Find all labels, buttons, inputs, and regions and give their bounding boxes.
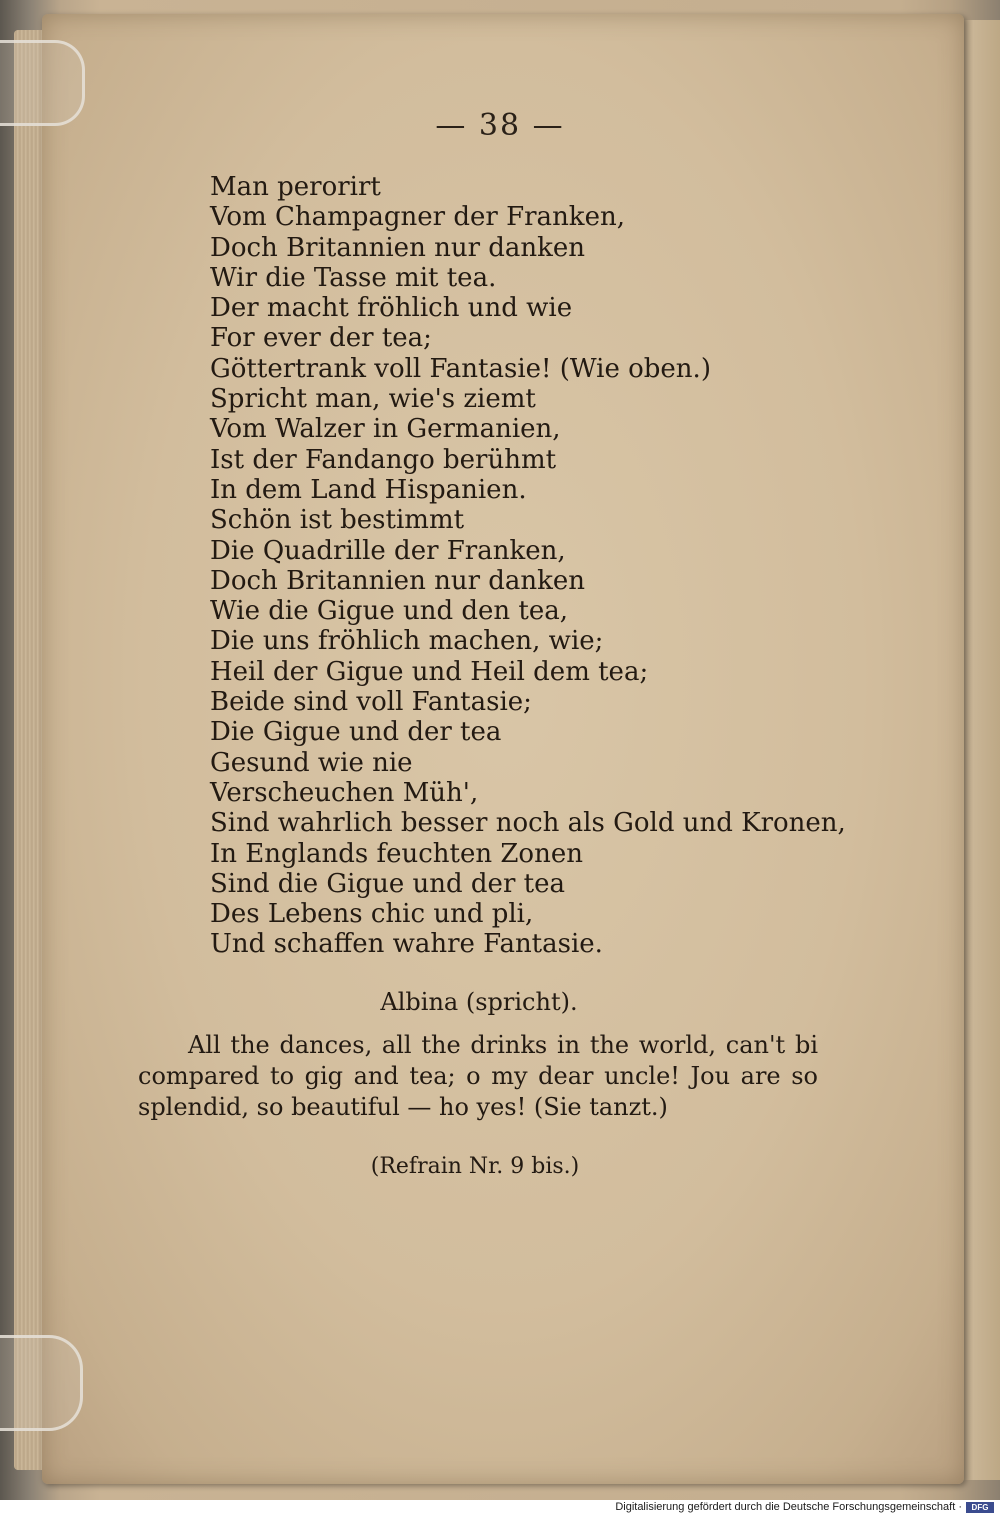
verse-line: Die uns fröhlich machen, wie;: [210, 626, 604, 657]
verse-line: Und schaffen wahre Fantasie.: [210, 929, 603, 960]
prose-paragraph: All the dances, all the drinks in the world, can't bi compared to gig and tea; o my dear uncle! Jou are so splendid, so beautiful — ho yes! (Sie tanzt.): [138, 1031, 818, 1121]
verse-line: Sind die Gigue und der tea: [210, 868, 565, 899]
adjacent-page-edge: [962, 20, 1000, 1480]
footer-bar: [0, 1500, 1000, 1515]
verse-line: Doch Britannien nur danken: [210, 232, 586, 263]
verse-line: Des Lebens chic und pli,: [210, 899, 534, 930]
verse-line: Göttertrank voll Fantasie! (Wie oben.): [210, 353, 711, 384]
verse-line: Man perorirt: [210, 172, 381, 202]
verse-line: In dem Land Hispanien.: [210, 474, 527, 505]
verse-line: Sind wahrlich besser noch als Gold und Kronen,: [210, 808, 846, 839]
funding-notice: Digitalisierung gefördert durch die Deutsche Forschungsgemeinschaft ·: [615, 1501, 962, 1513]
verse-line: Der macht fröhlich und wie: [210, 293, 573, 324]
speaker-heading: Albina (spricht).: [380, 988, 578, 1016]
verse-line: Wir die Tasse mit tea.: [210, 262, 497, 293]
refrain-note: (Refrain Nr. 9 bis.): [370, 1154, 580, 1179]
verse-line: Gesund wie nie: [210, 747, 413, 778]
page-stack-edge: [14, 30, 44, 1470]
page-number: — 38 —: [435, 108, 565, 143]
verse-line: For ever der tea;: [210, 323, 432, 354]
verse-line: In Englands feuchten Zonen: [210, 838, 583, 869]
verse-line: Vom Walzer in Germanien,: [210, 414, 561, 445]
verse-line: Beide sind voll Fantasie;: [210, 687, 532, 718]
dfg-logo: DFG: [966, 1502, 994, 1513]
bottom-clip: [0, 1335, 83, 1431]
verse-line: Die Gigue und der tea: [210, 717, 502, 748]
verse-block: [210, 172, 846, 960]
verse-line: Vom Champagner der Franken,: [210, 202, 625, 233]
verse-line: Verscheuchen Müh',: [210, 777, 479, 808]
verse-line: Heil der Gigue und Heil dem tea;: [210, 656, 649, 687]
verse-line: Schön ist bestimmt: [210, 505, 465, 536]
verse-line: Spricht man, wie's ziemt: [210, 384, 536, 415]
verse-line: Doch Britannien nur danken: [210, 565, 586, 596]
verse-line: Ist der Fandango berühmt: [210, 444, 557, 475]
verse-line: Wie die Gigue und den tea,: [210, 596, 569, 627]
verse-line: Die Quadrille der Franken,: [210, 535, 566, 566]
